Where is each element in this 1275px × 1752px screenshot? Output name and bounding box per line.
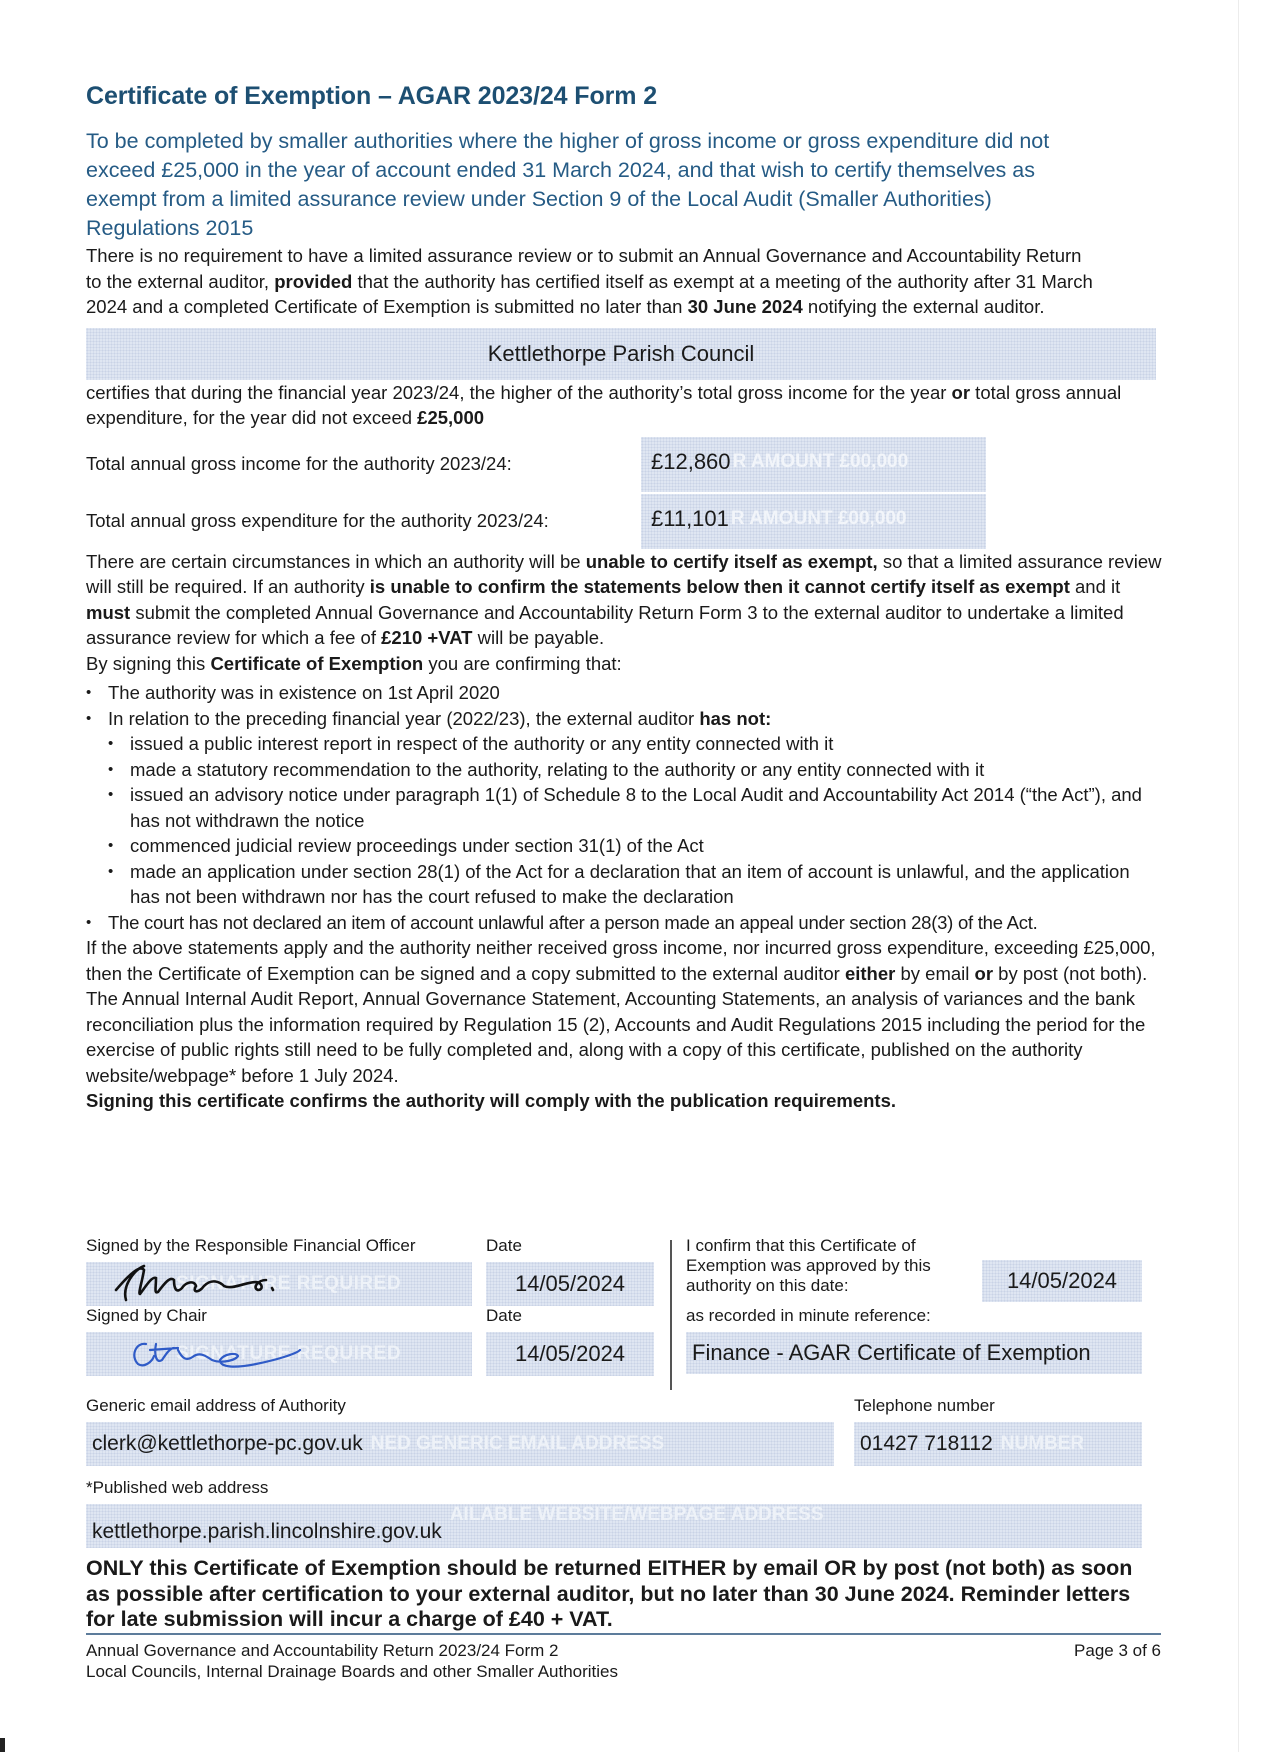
sub-list-item: • issued a public interest report in respect of the authority or any entity connected with it xyxy=(108,731,1161,757)
expenditure-field[interactable] xyxy=(641,494,986,549)
web-address-value: kettlethorpe.parish.lincolnshire.gov.uk xyxy=(92,1520,442,1543)
signature-section xyxy=(86,1236,1161,1396)
authority-name-field[interactable] xyxy=(86,328,1156,380)
expenditure-placeholder: R AMOUNT £00,000 xyxy=(730,507,907,529)
income-placeholder: R AMOUNT £00,000 xyxy=(732,450,909,472)
expenditure-value: £11,101 xyxy=(651,505,729,531)
sub-list-item: • commenced judicial review proceedings under section 31(1) of the Act xyxy=(108,833,1161,859)
footer-divider xyxy=(86,1633,1161,1635)
signing-text: By signing this xyxy=(86,652,211,674)
income-value: £12,860 xyxy=(651,448,731,474)
section-divider xyxy=(670,1240,672,1390)
chair-signature-field[interactable] xyxy=(86,1332,472,1376)
approval-date-field[interactable] xyxy=(982,1260,1142,1302)
circumstances-bold: is unable to confirm the statements below then it cannot certify itself as exempt xyxy=(369,576,1070,597)
auditor-sublist xyxy=(108,731,1161,910)
circumstances-bold: unable to certify itself as exempt, xyxy=(585,550,878,572)
phone-label: Telephone number xyxy=(854,1396,995,1415)
publication-paragraph xyxy=(86,986,1166,1114)
certificate-body xyxy=(86,82,1161,1114)
signing-bold: Certificate of Exemption xyxy=(210,652,424,674)
circumstances-text: will be payable. xyxy=(472,627,605,648)
list-item: • The court has not declared an item of account unlawful after a person made an appeal under section 28(3) of the Act. xyxy=(86,910,1161,936)
circumstances-text: There are certain circumstances in which an authority will be xyxy=(86,550,586,572)
rfo-signature-icon xyxy=(86,1256,472,1308)
list-item-bold: has not: xyxy=(699,707,772,729)
rfo-signature-placeholder: SIGNATURE REQUIRED xyxy=(176,1273,402,1294)
chair-date-field[interactable] xyxy=(486,1332,654,1376)
signing-text: you are confirming that: xyxy=(423,652,622,674)
rfo-date-label: Date xyxy=(486,1236,522,1255)
sub-list-item: • made a statutory recommendation to the authority, relating to the authority or any entity connected with it xyxy=(108,757,1161,783)
minute-reference-label: as recorded in minute reference: xyxy=(686,1306,931,1325)
income-label: Total annual gross income for the authority 2023/24: xyxy=(86,453,512,474)
rfo-date-value: 14/05/2024 xyxy=(514,1271,626,1296)
email-value: clerk@kettlethorpe-pc.gov.uk xyxy=(92,1432,363,1455)
circumstances-paragraph xyxy=(86,549,1166,651)
approval-label: I confirm that this Certificate of Exemption was approved by this authority on this date: xyxy=(686,1236,931,1295)
certifies-text: total gross annual expenditure, for the year did not exceed xyxy=(86,381,1122,428)
intro-text: There is no requirement to have a limited assurance review or to submit an Annual Governance and Accountability Return to the external auditor, xyxy=(86,245,1082,292)
chair-signature-placeholder: SIGNATURE REQUIRED xyxy=(176,1343,402,1364)
submission-notice: ONLY this Certificate of Exemption should be returned EITHER by email OR by post (not both) as soon as possible after certification to your external auditor, but no later than 30 June 2024. Reminder letters for late submission will incur a charge of £40 + VAT. xyxy=(86,1556,1133,1631)
if-above-bold: or xyxy=(974,962,994,984)
circumstances-text: and it xyxy=(1069,576,1121,597)
if-above-text: by post (not both). xyxy=(993,962,1148,984)
publication-requirement: Signing this certificate confirms the authority will comply with the publication requirements. xyxy=(86,1090,896,1111)
minute-reference-value: Finance - AGAR Certificate of Exemption xyxy=(692,1340,1091,1365)
list-item: • The authority was in existence on 1st April 2020 xyxy=(86,680,1161,706)
rfo-signature-field[interactable] xyxy=(86,1262,472,1306)
email-placeholder: NED GENERIC EMAIL ADDRESS xyxy=(370,1433,665,1454)
footer-form-name: Annual Governance and Accountability Return 2023/24 Form 2 xyxy=(86,1641,559,1660)
intro-deadline: 30 June 2024 xyxy=(687,296,803,317)
certifies-threshold: £25,000 xyxy=(417,407,485,428)
expenditure-label: Total annual gross expenditure for the authority 2023/24: xyxy=(86,510,549,531)
scan-corner-mark xyxy=(0,1738,5,1752)
chair-date-value: 14/05/2024 xyxy=(514,1341,626,1366)
certifies-bold: or xyxy=(951,381,971,403)
web-address-placeholder: AILABLE WEBSITE/WEBPAGE ADDRESS xyxy=(449,1504,824,1525)
publication-text: The Annual Internal Audit Report, Annual Governance Statement, Accounting Statements, an analysis of variances and the bank reconciliation plus the information required by Regulation 15 (2), Accounts and Audit Regulations 2015 including the period for the exercise of public rights still need to be fully completed and, along with a copy of this certificate, published on the authority website/webpage* before 1 July 2024. xyxy=(86,988,1146,1086)
list-item-text: In relation to the preceding financial year (2022/23), the external auditor xyxy=(108,707,700,729)
page-number: Page 3 of 6 xyxy=(1074,1641,1161,1660)
rfo-date-field[interactable] xyxy=(486,1262,654,1306)
rfo-signature-label: Signed by the Responsible Financial Officer xyxy=(86,1236,416,1255)
sub-list-item: • made an application under section 28(1) of the Act for a declaration that an item of account is unlawful, and the application has not been withdrawn nor has the court refused to make the declaration xyxy=(108,859,1161,910)
if-above-paragraph xyxy=(86,935,1166,986)
circumstances-text: so that a limited assurance review will still be required. If an authority xyxy=(86,550,1162,597)
chair-date-label: Date xyxy=(486,1306,522,1325)
signing-paragraph xyxy=(86,651,1161,677)
page-title: Certificate of Exemption – AGAR 2023/24 Form 2 xyxy=(86,82,658,110)
expenditure-row xyxy=(86,494,1161,549)
circumstances-bold: must xyxy=(86,601,131,623)
approval-date-value: 14/05/2024 xyxy=(1006,1268,1118,1293)
circumstances-text: submit the completed Annual Governance and Accountability Return Form 3 to the external auditor to undertake a limited assurance review for which a fee of xyxy=(86,601,1124,648)
phone-value: 01427 718112 xyxy=(860,1432,993,1455)
if-above-text: by email xyxy=(895,962,975,984)
footer-audience: Local Councils, Internal Drainage Boards and other Smaller Authorities xyxy=(86,1662,619,1681)
web-address-field[interactable] xyxy=(86,1504,1142,1548)
page-footer xyxy=(86,1640,1161,1682)
certifies-paragraph xyxy=(86,380,1161,431)
intro-paragraph xyxy=(86,243,1096,320)
phone-field[interactable] xyxy=(854,1422,1142,1466)
subtitle: To be completed by smaller authorities where the higher of gross income or gross expenditure did not exceed £25,000 in the year of account ended 31 March 2024, and that wish to certify themselves as exempt from a limited assurance review under Section 9 of the Local Audit (Smaller Authorities) Regulations 2015 xyxy=(86,129,1050,240)
intro-text: that the authority has certified itself as exempt at a meeting of the authority after 31 March 2024 and a completed Certificate of Exemption is submitted no later than xyxy=(86,270,1093,317)
certifies-text: certifies that during the financial year 2023/24, the higher of the authority’s total gross income for the year xyxy=(86,381,952,403)
if-above-bold: either xyxy=(844,962,896,984)
authority-name: Kettlethorpe Parish Council xyxy=(487,340,755,366)
chair-signature-label: Signed by Chair xyxy=(86,1306,207,1325)
web-address-label: *Published web address xyxy=(86,1478,269,1497)
email-label: Generic email address of Authority xyxy=(86,1396,346,1415)
income-row xyxy=(86,437,1161,492)
intro-bold: provided xyxy=(274,270,353,292)
list-item xyxy=(86,706,1161,910)
confirmation-list xyxy=(86,680,1161,935)
circumstances-fee: £210 +VAT xyxy=(381,627,473,648)
intro-text: notifying the external auditor. xyxy=(802,296,1045,317)
income-field[interactable] xyxy=(641,437,986,492)
minute-reference-field[interactable] xyxy=(686,1332,1142,1374)
sub-list-item: • issued an advisory notice under paragraph 1(1) of Schedule 8 to the Local Audit and Accountability Act 2014 (“the Act”), and has not withdrawn the notice xyxy=(108,782,1161,833)
phone-placeholder: NUMBER xyxy=(1000,1433,1085,1454)
chair-signature-icon xyxy=(86,1330,472,1378)
email-field[interactable] xyxy=(86,1422,834,1466)
if-above-text: If the above statements apply and the authority neither received gross income, nor incurred gross expenditure, exceeding £25,000, then the Certificate of Exemption can be signed and a copy submitted to the external auditor xyxy=(86,937,1156,984)
page-edge xyxy=(1238,0,1239,1752)
